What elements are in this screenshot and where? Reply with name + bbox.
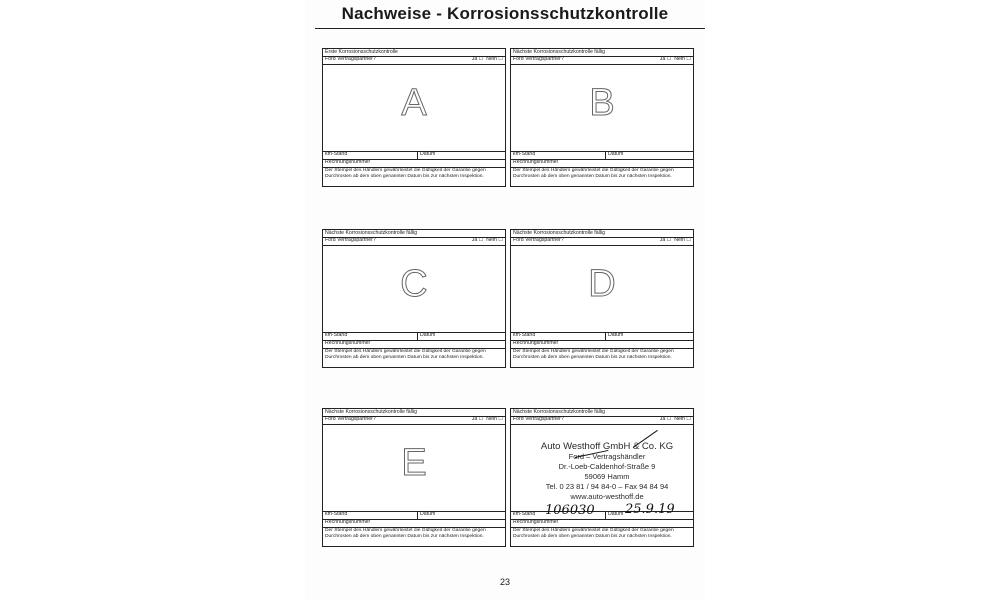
inspection-card-b <box>510 48 694 187</box>
km-label: km-Stand <box>513 332 536 338</box>
stamp-phone: Tel. 0 23 81 / 94 84-0 – Fax 94 84 94 <box>545 482 669 491</box>
datum-label: Datum <box>608 151 624 157</box>
km-label: km-Stand <box>325 511 348 517</box>
inspection-card-e <box>322 408 506 547</box>
datum-label: Datum <box>608 332 624 338</box>
rechnung-label: Rechnungsnummer <box>325 519 371 525</box>
stamp-area <box>323 64 505 152</box>
rechnung-label: Rechnungsnummer <box>513 159 559 165</box>
ja-nein-checkboxes: Ja ☐ Nein ☐ <box>471 237 503 243</box>
stamp-area <box>511 245 693 333</box>
inspection-card-c <box>322 229 506 368</box>
rechnung-label: Rechnungsnummer <box>325 159 371 165</box>
ja-nein-checkboxes: Ja ☐ Nein ☐ <box>659 237 691 243</box>
stamp-street: Dr.-Loeb-Caldenhof-Straße 9 <box>558 462 656 471</box>
placeholder-letter: D <box>588 263 616 305</box>
document-page <box>305 0 705 600</box>
ford-partner-label: Ford Vertragspartner? <box>325 416 376 422</box>
km-label: km-Stand <box>513 511 536 517</box>
ford-partner-label: Ford Vertragspartner? <box>513 416 564 422</box>
card-heading: Nächste Korrosionsschutzkontrolle fällig <box>325 409 417 415</box>
km-label: km-Stand <box>513 151 536 157</box>
card-heading: Nächste Korrosionsschutzkontrolle fällig <box>513 409 605 415</box>
rechnung-label: Rechnungsnummer <box>325 340 371 346</box>
placeholder-letter: A <box>401 82 427 124</box>
stamp-area <box>323 245 505 333</box>
placeholder-letter: C <box>400 263 428 305</box>
stamp-website: www.auto-westhoff.de <box>570 492 644 501</box>
datum-label: Datum <box>608 511 624 517</box>
stamp-city: 59069 Hamm <box>584 472 630 481</box>
stamp-company: Auto Westhoff GmbH & Co. KG <box>540 441 674 452</box>
page-title: Nachweise - Korrosionsschutzkontrolle <box>341 4 669 23</box>
handwritten-km: 106030 <box>545 503 595 518</box>
datum-label: Datum <box>420 151 436 157</box>
guarantee-note: Der Stempel des Händlers gewährleistet die Gültigkeit der Garantie gegen Durchrosten ab dem oben genannten Datum bis zur nächsten Inspektion. <box>513 168 674 179</box>
stamp-dealer-type: Ford – Vertragshändler <box>568 452 646 461</box>
ford-partner-label: Ford Vertragspartner? <box>513 56 564 62</box>
inspection-card-d <box>510 229 694 368</box>
ford-partner-label: Ford Vertragspartner? <box>513 237 564 243</box>
guarantee-note: Der Stempel des Händlers gewährleistet die Gültigkeit der Garantie gegen Durchrosten ab dem oben genannten Datum bis zur nächsten Inspektion. <box>325 168 486 179</box>
guarantee-note: Der Stempel des Händlers gewährleistet die Gültigkeit der Garantie gegen Durchrosten ab dem oben genannten Datum bis zur nächsten Inspektion. <box>513 349 674 360</box>
stamp-area <box>511 64 693 152</box>
datum-label: Datum <box>420 332 436 338</box>
inspection-card-a <box>322 48 506 187</box>
title-divider <box>315 28 705 29</box>
card-heading: Nächste Korrosionsschutzkontrolle fällig <box>513 230 605 236</box>
ja-nein-checkboxes: Ja ☐ Nein ☐ <box>659 416 691 422</box>
page-number: 23 <box>499 577 510 587</box>
ja-nein-checkboxes: Ja ☐ Nein ☐ <box>659 56 691 62</box>
card-heading: Nächste Korrosionsschutzkontrolle fällig <box>325 230 417 236</box>
ja-nein-checkboxes: Ja ☐ Nein ☐ <box>471 416 503 422</box>
guarantee-note: Der Stempel des Händlers gewährleistet die Gültigkeit der Garantie gegen Durchrosten ab dem oben genannten Datum bis zur nächsten Inspektion. <box>325 349 486 360</box>
inspection-card-stamped <box>510 408 694 547</box>
guarantee-note: Der Stempel des Händlers gewährleistet die Gültigkeit der Garantie gegen Durchrosten ab dem oben genannten Datum bis zur nächsten Inspektion. <box>325 528 486 539</box>
placeholder-letter: E <box>401 442 427 484</box>
rechnung-label: Rechnungsnummer <box>513 340 559 346</box>
guarantee-note: Der Stempel des Händlers gewährleistet die Gültigkeit der Garantie gegen Durchrosten ab dem oben genannten Datum bis zur nächsten Inspektion. <box>513 528 674 539</box>
card-heading: Nächste Korrosionsschutzkontrolle fällig <box>513 49 605 55</box>
rechnung-label: Rechnungsnummer <box>513 519 559 525</box>
datum-label: Datum <box>420 511 436 517</box>
stamp-area <box>323 424 505 512</box>
placeholder-letter: B <box>589 82 615 124</box>
ja-nein-checkboxes: Ja ☐ Nein ☐ <box>471 56 503 62</box>
handwritten-date: 25.9.19 <box>625 502 675 517</box>
ford-partner-label: Ford Vertragspartner? <box>325 237 376 243</box>
ford-partner-label: Ford Vertragspartner? <box>325 56 376 62</box>
km-label: km-Stand <box>325 332 348 338</box>
stamp-area <box>511 424 693 512</box>
card-heading: Erste Korrosionsschutzkontrolle <box>325 49 398 55</box>
km-label: km-Stand <box>325 151 348 157</box>
